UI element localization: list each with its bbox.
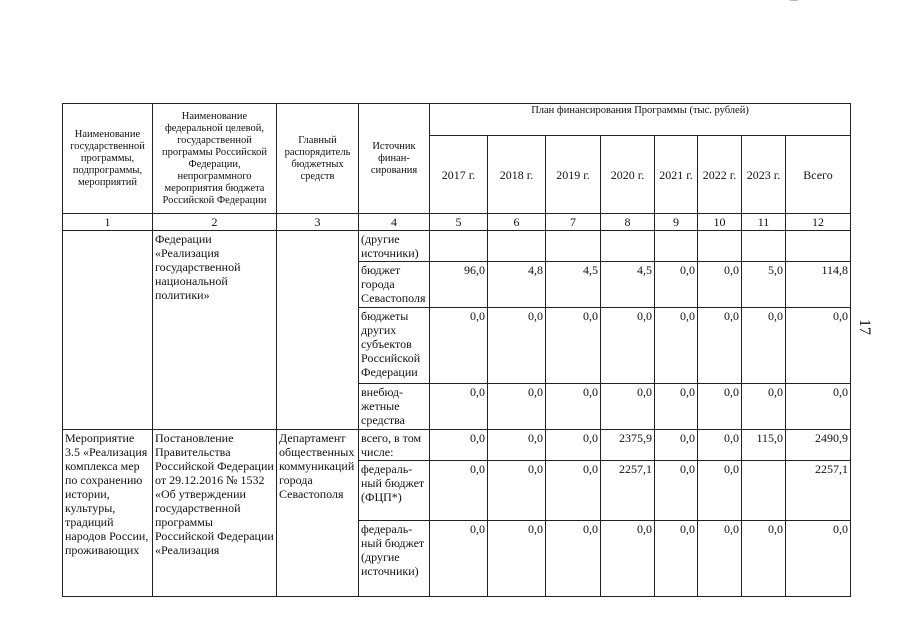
source-cell: (другие источники) (359, 231, 430, 262)
value-cell: 0,0 (430, 308, 488, 384)
value-cell: 0,0 (698, 384, 742, 430)
column-number: 10 (698, 214, 742, 231)
header-source: Источник финан-сирования (359, 104, 430, 214)
value-cell: 0,0 (546, 430, 601, 461)
financing-table (62, 103, 851, 597)
value-cell: 0,0 (488, 430, 546, 461)
column-number: 7 (546, 214, 601, 231)
page-number: 17 (856, 319, 873, 335)
value-cell (655, 231, 698, 262)
column-number: 8 (601, 214, 655, 231)
value-cell: 0,0 (655, 521, 698, 597)
value-cell: 2257,1 (786, 461, 851, 521)
value-cell (698, 231, 742, 262)
manager-cell (277, 231, 359, 430)
value-cell (742, 231, 786, 262)
value-cell: 0,0 (655, 384, 698, 430)
value-cell: 0,0 (488, 384, 546, 430)
source-cell: бюджет города Севастополя (359, 262, 430, 308)
value-cell (742, 461, 786, 521)
header-year: 2017 г. (430, 136, 488, 214)
header-year: 2021 г. (655, 136, 698, 214)
value-cell: 0,0 (488, 308, 546, 384)
value-cell: 0,0 (655, 430, 698, 461)
value-cell: 0,0 (546, 384, 601, 430)
value-cell: 2490,9 (786, 430, 851, 461)
program-name-cell (63, 231, 153, 430)
column-number: 11 (742, 214, 786, 231)
value-cell: 0,0 (698, 430, 742, 461)
value-cell: 0,0 (488, 521, 546, 597)
value-cell: 2257,1 (601, 461, 655, 521)
value-cell (546, 231, 601, 262)
header-year: 2023 г. (742, 136, 786, 214)
value-cell: 4,5 (601, 262, 655, 308)
value-cell: 0,0 (601, 384, 655, 430)
value-cell: 0,0 (655, 262, 698, 308)
column-number: 9 (655, 214, 698, 231)
value-cell: 5,0 (742, 262, 786, 308)
value-cell: 0,0 (742, 308, 786, 384)
value-cell: 0,0 (786, 308, 851, 384)
header-program-name: Наименование государственной программы, подпрограммы, мероприятий (63, 104, 153, 214)
header-year: 2022 г. (698, 136, 742, 214)
source-cell: всего, в том числе: (359, 430, 430, 461)
value-cell: 0,0 (786, 521, 851, 597)
header-federal-program: Наименование федеральной целевой, государственной программы Российской Федерации, непрограммного мероприятия бюджета Российской Федерации (153, 104, 277, 214)
value-cell: 0,0 (698, 262, 742, 308)
source-cell: федераль-ный бюджет (другие источники) (359, 521, 430, 597)
value-cell: 4,5 (546, 262, 601, 308)
value-cell: 0,0 (546, 308, 601, 384)
header-total: Всего (786, 136, 851, 214)
value-cell: 4,8 (488, 262, 546, 308)
column-number: 6 (488, 214, 546, 231)
value-cell: 0,0 (601, 521, 655, 597)
header-manager: Главный распорядитель бюджетных средств (277, 104, 359, 214)
column-number: 5 (430, 214, 488, 231)
column-number: 2 (153, 214, 277, 231)
value-cell (488, 231, 546, 262)
header-year: 2020 г. (601, 136, 655, 214)
column-number: 4 (359, 214, 430, 231)
value-cell: 115,0 (742, 430, 786, 461)
scan-mark (790, 0, 798, 1)
value-cell: 0,0 (655, 308, 698, 384)
activity-name-cell: Мероприятие 3.5 «Реализация комплекса мер по сохранению истории, культуры, традиций народов России, проживающих (63, 430, 153, 597)
value-cell: 0,0 (546, 521, 601, 597)
value-cell: 0,0 (742, 384, 786, 430)
source-cell: внебюд-жетные средства (359, 384, 430, 430)
source-cell: бюджеты других субъектов Российской Федерации (359, 308, 430, 384)
value-cell: 0,0 (430, 384, 488, 430)
value-cell: 0,0 (698, 521, 742, 597)
column-number: 12 (786, 214, 851, 231)
header-year: 2019 г. (546, 136, 601, 214)
value-cell (786, 231, 851, 262)
value-cell: 2375,9 (601, 430, 655, 461)
value-cell: 0,0 (655, 461, 698, 521)
value-cell: 0,0 (430, 521, 488, 597)
value-cell: 96,0 (430, 262, 488, 308)
value-cell: 114,8 (786, 262, 851, 308)
value-cell (601, 231, 655, 262)
column-number: 1 (63, 214, 153, 231)
value-cell: 0,0 (546, 461, 601, 521)
value-cell: 0,0 (601, 308, 655, 384)
value-cell: 0,0 (698, 461, 742, 521)
manager-cell: Департамент общественных коммуникаций города Севастополя (277, 430, 359, 597)
value-cell: 0,0 (488, 461, 546, 521)
header-year: 2018 г. (488, 136, 546, 214)
federal-program-cell: Постановление Правительства Российской Федерации от 29.12.2016 № 1532 «Об утверждении государственной программы Российской Федерации «Реализация (153, 430, 277, 597)
value-cell: 0,0 (742, 521, 786, 597)
column-number: 3 (277, 214, 359, 231)
value-cell (430, 231, 488, 262)
federal-program-cell: Федерации «Реализация государственной национальной политики» (153, 231, 277, 430)
header-plan: План финансирования Программы (тыс. рублей) (430, 104, 851, 136)
value-cell: 0,0 (430, 461, 488, 521)
source-cell: федераль-ный бюджет (ФЦП*) (359, 461, 430, 521)
value-cell: 0,0 (430, 430, 488, 461)
value-cell: 0,0 (698, 308, 742, 384)
value-cell: 0,0 (786, 384, 851, 430)
